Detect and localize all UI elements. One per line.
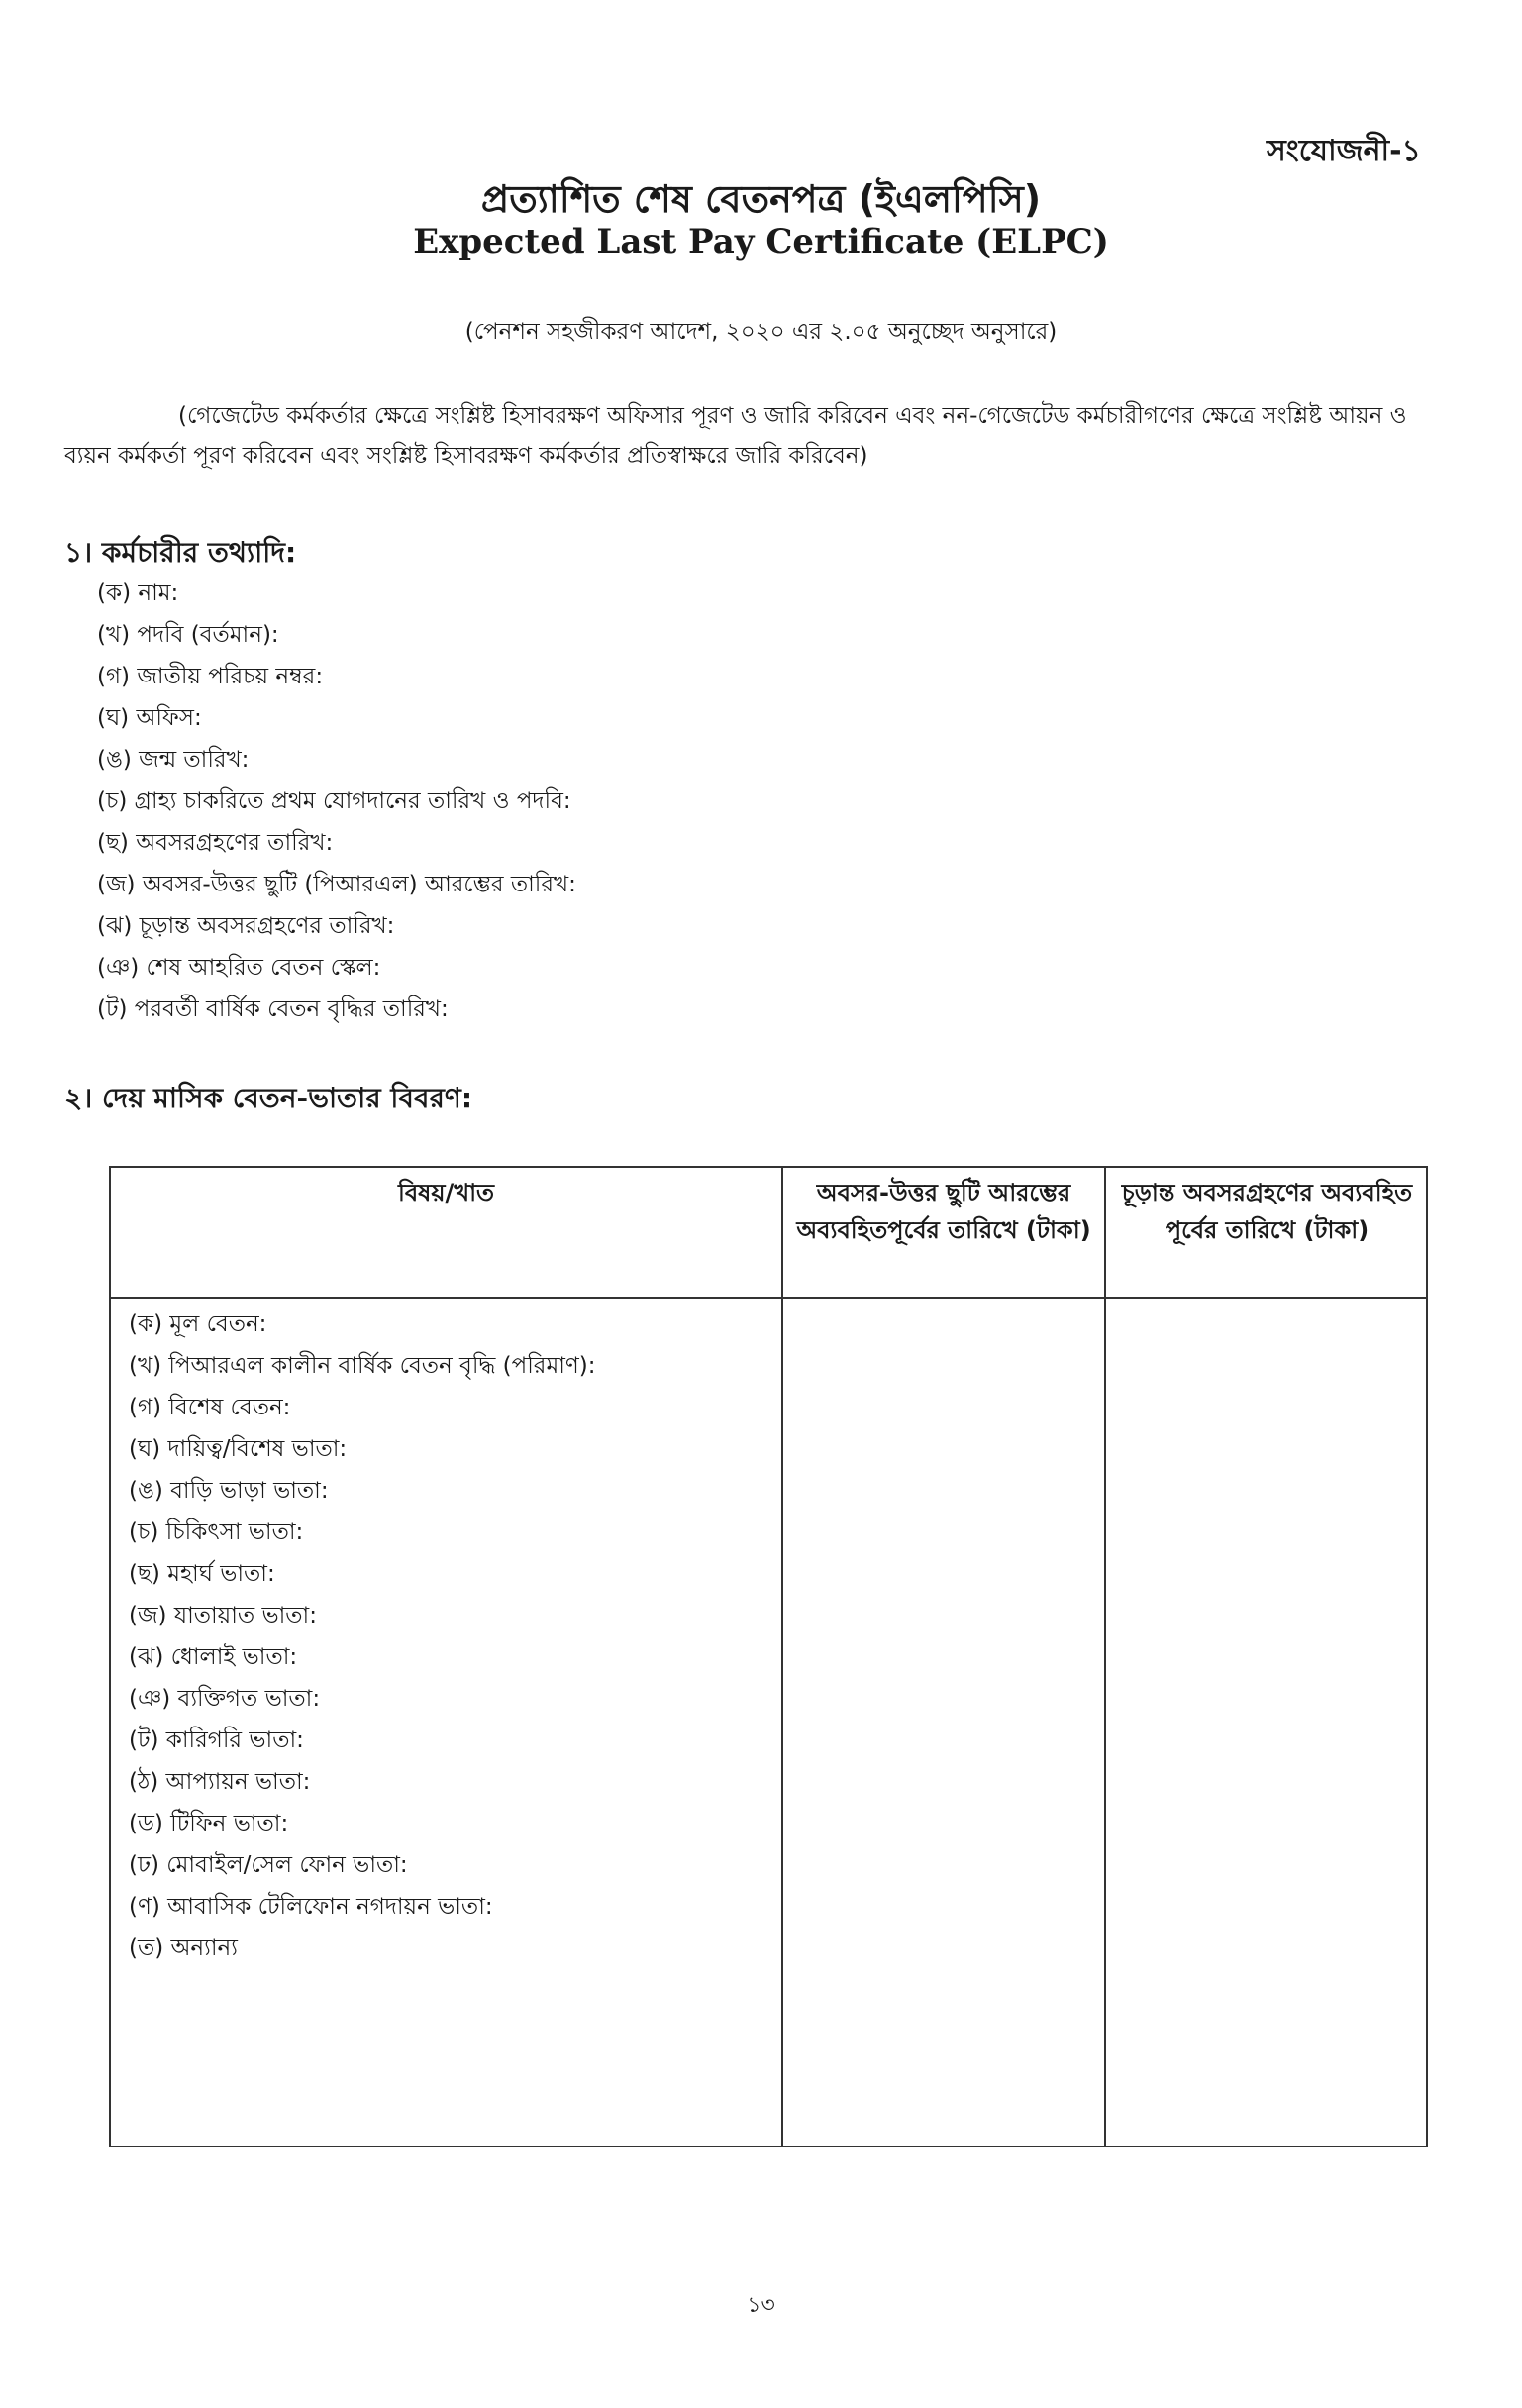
section1-heading: ১। কর্মচারীর তথ্যাদি: [64,536,297,569]
table-row: (ঝ) ধোলাই ভাতা: [129,1644,298,1670]
pay-items-list [129,1304,596,1969]
employee-info-list [97,573,576,1030]
table-row: (ছ) মহার্ঘ ভাতা: [129,1561,275,1587]
table-row: (ক) মূল বেতন: [129,1311,267,1337]
page-number: ১৩ [747,2293,775,2318]
table-row: (ঞ) ব্যক্তিগত ভাতা: [129,1686,321,1712]
section2-heading: ২। দেয় মাসিক বেতন-ভাতার বিবরণ: [64,1082,473,1114]
table-header-subject: বিষয়/খাত [397,1179,495,1206]
employee-field-prl-start: (জ) অবসর-উত্তর ছুটি (পিআরএল) আরম্ভের তারিখ: [97,872,576,897]
header-divider [111,1297,1426,1299]
table-row: (ড) টিফিন ভাতা: [129,1811,289,1836]
column-divider [1104,1168,1106,2146]
annex-label: সংযোজনী-১ [1266,134,1421,168]
table-row: (ঢ) মোবাইল/সেল ফোন ভাতা: [129,1852,408,1878]
employee-field-final-retirement: (ঝ) চূড়ান্ত অবসরগ্রহণের তারিখ: [97,913,395,939]
title-english: Expected Last Pay Certificate (ELPC) [413,222,1109,262]
table-row: (ট) কারিগরি ভাতা: [129,1727,304,1753]
employee-field-birth-date: (ঙ) জন্ম তারিখ: [97,747,250,773]
pay-allowance-table [109,1166,1428,2147]
instruction-note: (গেজেটেড কর্মকর্তার ক্ষেত্রে সংশ্লিষ্ট হিসাবরক্ষণ অফিসার পূরণ ও জারি করিবেন এবং নন-গেজেটেড কর্মচারীগণের ক্ষেত্রে সংশ্লিষ্ট আয়ন ও ব্যয়ন কর্মকর্তা পূরণ করিবেন এবং সংশ্লিষ্ট হিসাবরক্ষণ কর্মকর্তার প্রতিস্বাক্ষরে জারি করিবেন) [64,403,1407,469]
title-bengali: প্রত্যাশিত শেষ বেতনপত্র (ইএলপিসি) [480,177,1042,221]
employee-field-last-pay-scale: (ঞ) শেষ আহরিত বেতন স্কেল: [97,955,381,981]
employee-field-nid: (গ) জাতীয় পরিচয় নম্বর: [97,664,324,689]
table-row: (ত) অন্যান্য [129,1936,238,1961]
table-header-final: চূড়ান্ত অবসরগ্রহণের অব্যবহিত পূর্বের তারিখে (টাকা) [1121,1179,1413,1244]
table-header-prl: অবসর-উত্তর ছুটি আরম্ভের অব্যবহিতপূর্বের তারিখে (টাকা) [796,1179,1091,1244]
employee-field-next-increment: (ট) পরবর্তী বার্ষিক বেতন বৃদ্ধির তারিখ: [97,996,449,1022]
table-row: (ণ) আবাসিক টেলিফোন নগদায়ন ভাতা: [129,1894,493,1920]
table-row: (ঘ) দায়িত্ব/বিশেষ ভাতা: [129,1436,348,1462]
table-row: (চ) চিকিৎসা ভাতা: [129,1519,304,1545]
column-divider [781,1168,783,2146]
employee-field-retirement-date: (ছ) অবসরগ্রহণের তারিখ: [97,830,334,856]
employee-field-first-joining: (চ) গ্রাহ্য চাকরিতে প্রথম যোগদানের তারিখ ও পদবি: [97,788,571,814]
employee-field-office: (ঘ) অফিস: [97,705,202,731]
table-row: (ঙ) বাড়ি ভাড়া ভাতা: [129,1478,329,1504]
table-row: (খ) পিআরএল কালীন বার্ষিক বেতন বৃদ্ধি (পরিমাণ): [129,1353,596,1379]
table-row: (জ) যাতায়াত ভাতা: [129,1603,317,1628]
table-row: (ঠ) আপ্যায়ন ভাতা: [129,1769,311,1795]
table-row: (গ) বিশেষ বেতন: [129,1395,291,1420]
employee-field-name: (ক) নাম: [97,580,179,606]
employee-field-designation: (খ) পদবি (বর্তমান): [97,622,279,648]
subtitle-reference: (পেনশন সহজীকরণ আদেশ, ২০২০ এর ২.০৫ অনুচ্ছেদ অনুসারে) [464,319,1058,345]
